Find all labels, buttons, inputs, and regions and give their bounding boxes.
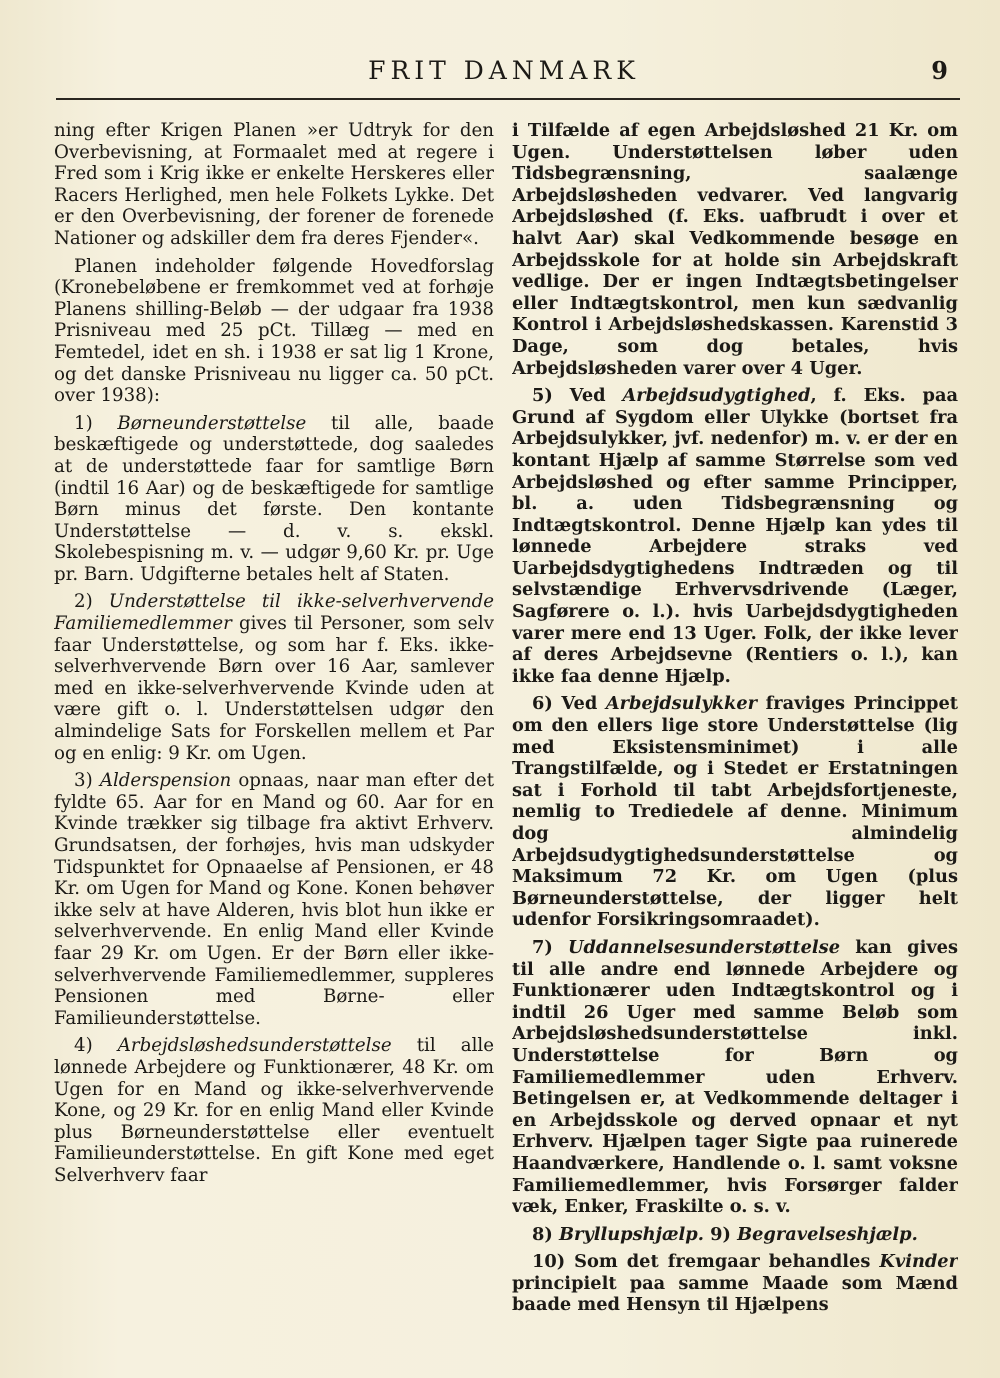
item-term: Bryllupshjælp. [558,1223,704,1245]
item-term: Understøttelse til ikke-selverhvervende Familiemedlemmer [54,591,494,635]
item-text: gives til Personer, som selv faar Understøttelse, og som har f. Eks. ikke-selverhvervende Børn over 16 Aar, samlever med en ikke-selverhvervende Kvinde uden at være gift o. l. Understøttelsen udgør den almindelige Sats for Forskellen mellem et Par og en enlig: 9 Kr. om Ugen. [54,613,494,764]
paragraph [512,120,958,379]
paragraph-text: i Tilfælde af egen Arbejdsløshed 21 Kr. om Ugen. Understøttelsen løber uden Tidsbegrænsning, saalænge Arbejdsløsheden vedvarer. Ved langvarig Arbejdsløshed (f. Eks. uafbrudt i over et halvt Aar) skal Vedkommende besøge en Arbejdsskole for at holde sin Arbejdskraft vedlige. Der er ingen Indtægtsbetingelser eller Indtægtskontrol, men kun sædvanlig Kontrol i Arbejdsløshedskassen. Karenstid 3 Dage, som dog betales, hvis Arbejdsløsheden varer over 4 Uger. [512,120,958,379]
item-number: 6) Ved [532,693,606,715]
list-item [512,937,958,1218]
page-header [60,56,948,96]
item-text: , f. Eks. paa Grund af Sygdom eller Ulykke (bortset fra Arbejdsulykker, jvf. nedenfor) m. v. er der en kontant Hjælp af samme Størrelse som ved Arbejdsløshed og efter samme Principper, bl. a. uden Tidsbegrænsning og Indtægtskontrol. Denne Hjælp kan ydes til lønnede Arbejdere straks ved Uarbejdsdygtighedens Indtræden og til selvstændige Erhvervsdrivende (Læger, Sagførere o. l.). hvis Uarbejdsdygtigheden varer mere end 13 Uger. Folk, der ikke lever af deres Arbejdsevne (Rentiers o. l.), kan ikke faa denne Hjælp. [512,385,958,687]
item-number: 7) [532,936,568,958]
list-item [54,591,494,764]
item-term: Begravelseshjælp. [737,1223,918,1245]
list-item [54,1035,494,1186]
item-number: 10) Som det fremgaar behandles [532,1251,880,1273]
item-term: Børneunderstøttelse [117,412,307,434]
item-text: til alle, baade beskæftigede og understøttede, dog saaledes at de understøttede faar for samtlige Børn (indtil 16 Aar) og de beskæftigede for samtlige Børn minus det første. Den kontante Understøttelse — d. v. s. ekskl. Skolebespisning m. v. — udgør 9,60 Kr. pr. Uge pr. Barn. Udgifterne betales helt af Staten. [54,412,494,585]
list-item [512,385,958,687]
header-rule [56,98,960,100]
item-text: opnaas, naar man efter det fyldte 65. Aar for en Mand og 60. Aar for en Kvinde trækker sig tilbage fra aktivt Erhverv. Grundsatsen, der forhøjes, hvis man udskyder Tidspunktet for Opnaaelse af Pensionen, er 48 Kr. om Ugen for Mand og Kone. Konen behøver ikke selv at have Alderen, hvis blot hun ikke er selverhvervende. En enlig Mand eller Kvinde faar 29 Kr. om Ugen. Er der Børn eller ikke-selverhvervende Familiemedlemmer, suppleres Pensionen med Børne- eller Familieunderstøttelse. [54,770,494,1029]
item-number: 1) [74,412,118,434]
list-item [512,1251,958,1316]
item-term: Arbejdsulykker [605,693,758,715]
paragraph [54,120,494,250]
list-item [512,693,958,931]
item-number: 4) [74,1035,118,1057]
list-item [54,413,494,586]
item-term: Arbejdsløshedsunderstøttelse [117,1035,392,1057]
paragraph [54,256,494,407]
paragraph-text: ning efter Krigen Planen »er Udtryk for den Overbevisning, at Formaalet med at regere i Fred som i Krig ikke er enkelte Herskeres eller Racers Herlighed, men hele Folkets Lykke. Det er den Overbevisning, der forener de forenede Nationer og adskiller dem fra deres Fjender«. [54,120,494,249]
page-number: 9 [931,56,948,85]
right-column [512,120,958,1320]
list-item [54,770,494,1029]
running-title: FRIT DANMARK [368,56,640,85]
item-number: 2) [74,591,109,613]
item-term: Kvinder [879,1251,958,1273]
paragraph-text: Planen indeholder følgende Hovedforslag (Kronebeløbene er fremkommet ved at forhøje Planens shilling-Beløb — der udgaar fra 1938 Prisniveau med 25 pCt. Tillæg — med en Femtedel, idet en sh. i 1938 er sat lig 1 Krone, og det danske Prisniveau nu ligger ca. 50 pCt. over 1938): [54,255,494,407]
item-number: 3) [74,770,100,792]
item-text: principielt paa samme Maade som Mænd baade med Hensyn til Hjælpens [512,1272,958,1316]
item-term: Uddannelsesunderstøttelse [567,936,841,958]
item-term: Arbejdsudygtighed [622,385,811,407]
item-number: 9) [703,1223,738,1245]
item-term: Alderspension [99,770,232,792]
item-text: fraviges Princippet om den ellers lige store Understøttelse (lig med Eksistensminimet) i alle Trangstilfælde, og i Stedet er Erstatningen sat i Forhold til tabt Arbejdsfortjeneste, nemlig to Trediedele af denne. Minimum dog almindelig Arbejdsudygtighedsunderstøttelse og Maksimum 72 Kr. om Ugen (plus Børneunderstøttelse, der ligger helt udenfor Forsikringsomraadet). [512,693,958,931]
list-item [512,1224,958,1246]
item-text: kan gives til alle andre end lønnede Arbejdere og Funktionærer uden Indtægtskontrol og i indtil 26 Uger med samme Beløb som Arbejdsløshedsunderstøttelse inkl. Understøttelse for Børn og Familiemedlemmer uden Erhverv. Betingelsen er, at Vedkommende deltager i en Arbejdsskole og derved opnaar et nyt Erhverv. Hjælpen tager Sigte paa ruinerede Haandværkere, Handlende o. l. samt voksne Familiemedlemmer, hvis Forsørger falder væk, Enker, Fraskilte o. s. v. [512,936,958,1218]
left-column [54,120,494,1320]
item-text: til alle lønnede Arbejdere og Funktionærer, 48 Kr. om Ugen for en Mand og ikke-selverhvervende Kone, og 29 Kr. for en enlig Mand eller Kvinde plus Børneunderstøttelse eller eventuelt Familieunderstøttelse. En gift Kone med eget Selverhverv faar [54,1035,494,1186]
item-number: 8) [532,1223,559,1245]
item-number: 5) Ved [532,385,623,407]
